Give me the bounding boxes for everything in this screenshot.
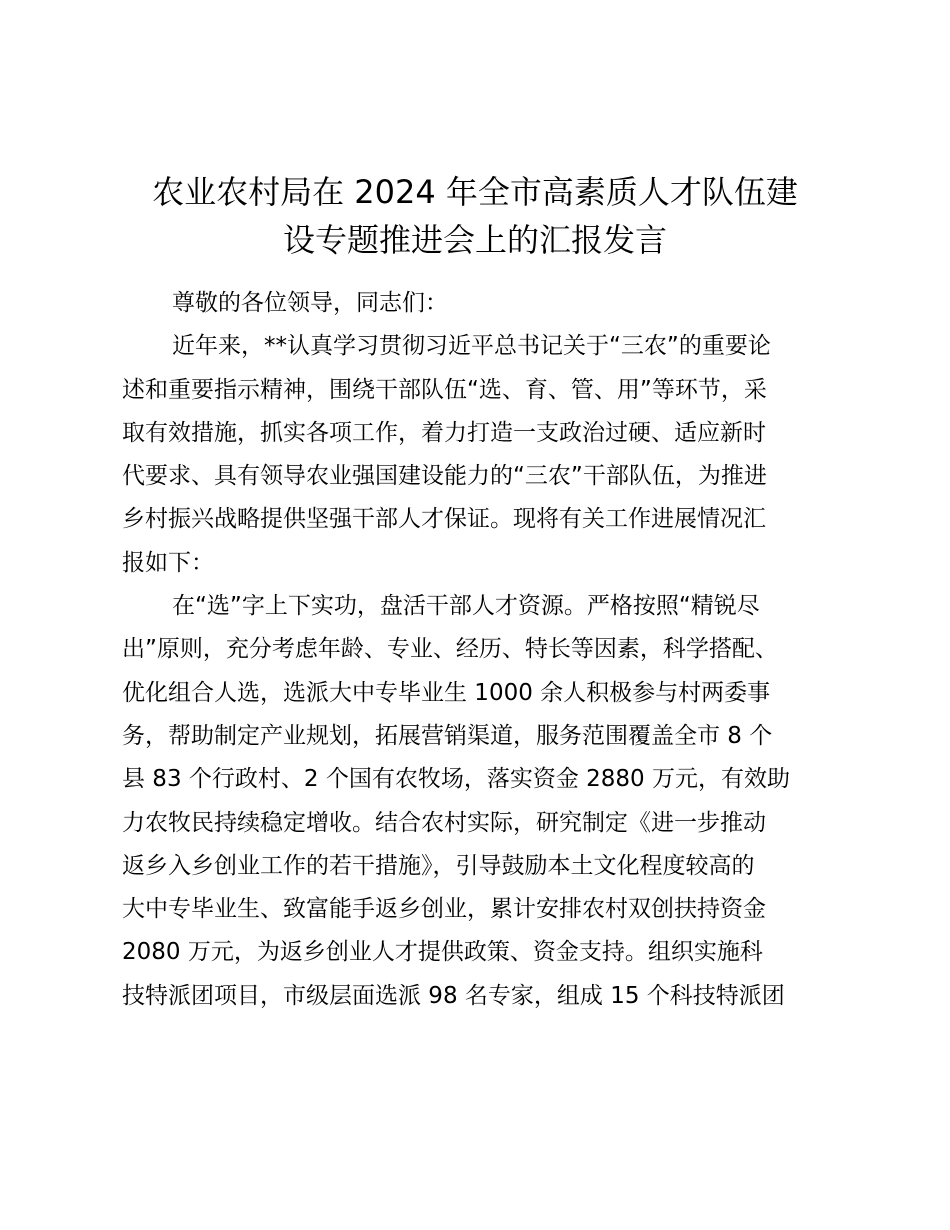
document-title <box>100 168 850 264</box>
paragraph-1-line-3: 取有效措施，抓实各项工作，着力打造一支政治过硬、适应新时 <box>122 419 766 446</box>
paragraph-2-line-8: 大中专毕业生、致富能手返乡创业，累计安排农村双创扶持资金 <box>122 896 766 923</box>
salutation: 尊敬的各位领导，同志们： <box>172 290 448 316</box>
paragraph-1-line-6: 报如下： <box>122 549 214 576</box>
document-body <box>122 282 832 1018</box>
paragraph-2-line-9: 2080 万元，为返乡创业人才提供政策、资金支持。组织实施科 <box>122 939 763 966</box>
paragraph-1-line-5: 乡村振兴战略提供坚强干部人才保证。现将有关工作进展情况汇 <box>122 506 766 533</box>
title-line-2: 设专题推进会上的汇报发言 <box>282 221 667 259</box>
title-line-1: 农业农村局在 2024 年全市高素质人才队伍建 <box>152 173 798 211</box>
paragraph-1-line-2: 述和重要指示精神，围绕干部队伍“选、育、管、用”等环节，采 <box>122 376 767 403</box>
paragraph-2-line-1: 在“选”字上下实功，盘活干部人才资源。严格按照“精锐尽 <box>172 593 760 620</box>
paragraph-2-line-10: 技特派团项目，市级层面选派 98 名专家，组成 15 个科技特派团 <box>122 982 785 1009</box>
paragraph-2-line-4: 务，帮助制定产业规划，拓展营销渠道，服务范围覆盖全市 8 个 <box>122 722 773 749</box>
paragraph-2-line-6: 力农牧民持续稳定增收。结合农村实际，研究制定《进一步推动 <box>122 809 766 836</box>
paragraph-2-line-2: 出”原则，充分考虑年龄、专业、经历、特长等因素，科学搭配、 <box>122 636 778 663</box>
paragraph-2-line-7: 返乡入乡创业工作的若干措施》，引导鼓励本土文化程度较高的 <box>122 852 755 879</box>
paragraph-1-line-1: 近年来，**认真学习贯彻习近平总书记关于“三农”的重要论 <box>172 333 771 360</box>
paragraph-1-line-4: 代要求、具有领导农业强国建设能力的“三农”干部队伍，为推进 <box>122 463 767 490</box>
paragraph-2-line-3: 优化组合人选，选派大中专毕业生 1000 余人积极参与村两委事 <box>122 679 771 706</box>
paragraph-2-line-5: 县 83 个行政村、2 个国有农牧场，落实资金 2880 万元，有效助 <box>122 766 790 793</box>
